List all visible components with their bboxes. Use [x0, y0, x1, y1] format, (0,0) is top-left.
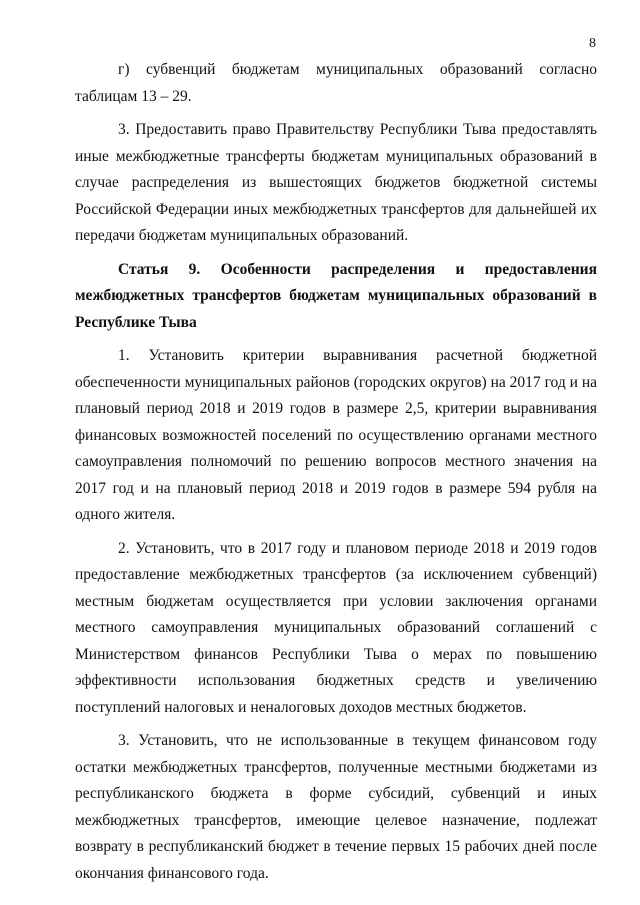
- paragraph-clause-2-agreements: 2. Установить, что в 2017 году и плановом периоде 2018 и 2019 годов предоставление межбюджетных трансфертов (за исключением субвенций) местным бюджетам осуществляется при условии заключения органами местного самоуправления муниципальных образований соглашений с Министерством финансов Республики Тыва о мерах по повышению эффективности использования бюджетных средств и увеличению поступлений налоговых и неналоговых доходов местных бюджетов.: [75, 539, 597, 716]
- paragraph-clause-1-criteria: 1. Установить критерии выравнивания расчетной бюджетной обеспеченности муниципальных районов (городских округов) на 2017 год и на плановый период 2018 и 2019 годов в размере 2,5, критерии выравнивания финансовых возможностей поселений по осуществлению органами местного самоуправления полномочий по решению вопросов местного значения на 2017 год и на плановый период 2018 и 2019 годов в размере 594 рубля на одного жителя.: [75, 347, 597, 523]
- paragraph-clause-3-government-right: 3. Предоставить право Правительству Республики Тыва предоставлять иные межбюджетные трансферты бюджетам муниципальных образований в случае распределения из вышестоящих бюджетов бюджетной системы Российской Федерации иных межбюджетных трансфертов для дальнейшей их передачи бюджетам муниципальных образований.: [75, 121, 597, 244]
- paragraph-subventions-item-g: г) субвенций бюджетам муниципальных образований согласно таблицам 13 – 29.: [75, 61, 597, 105]
- article-9-heading: Статья 9. Особенности распределения и предоставления межбюджетных трансфертов бюджетам муниципальных образований в Республике Тыва: [75, 260, 597, 331]
- paragraph-clause-3-unused-balances: 3. Установить, что не использованные в текущем финансовом году остатки межбюджетных трансфертов, полученные местными бюджетами из республиканского бюджета в форме субсидий, субвенций и иных межбюджетных трансфертов, имеющие целевое назначение, подлежат возврату в республиканский бюджет в течение первых 15 рабочих дней после окончания финансового года.: [75, 732, 597, 882]
- document-body: [75, 57, 597, 894]
- page-number: 8: [589, 36, 596, 51]
